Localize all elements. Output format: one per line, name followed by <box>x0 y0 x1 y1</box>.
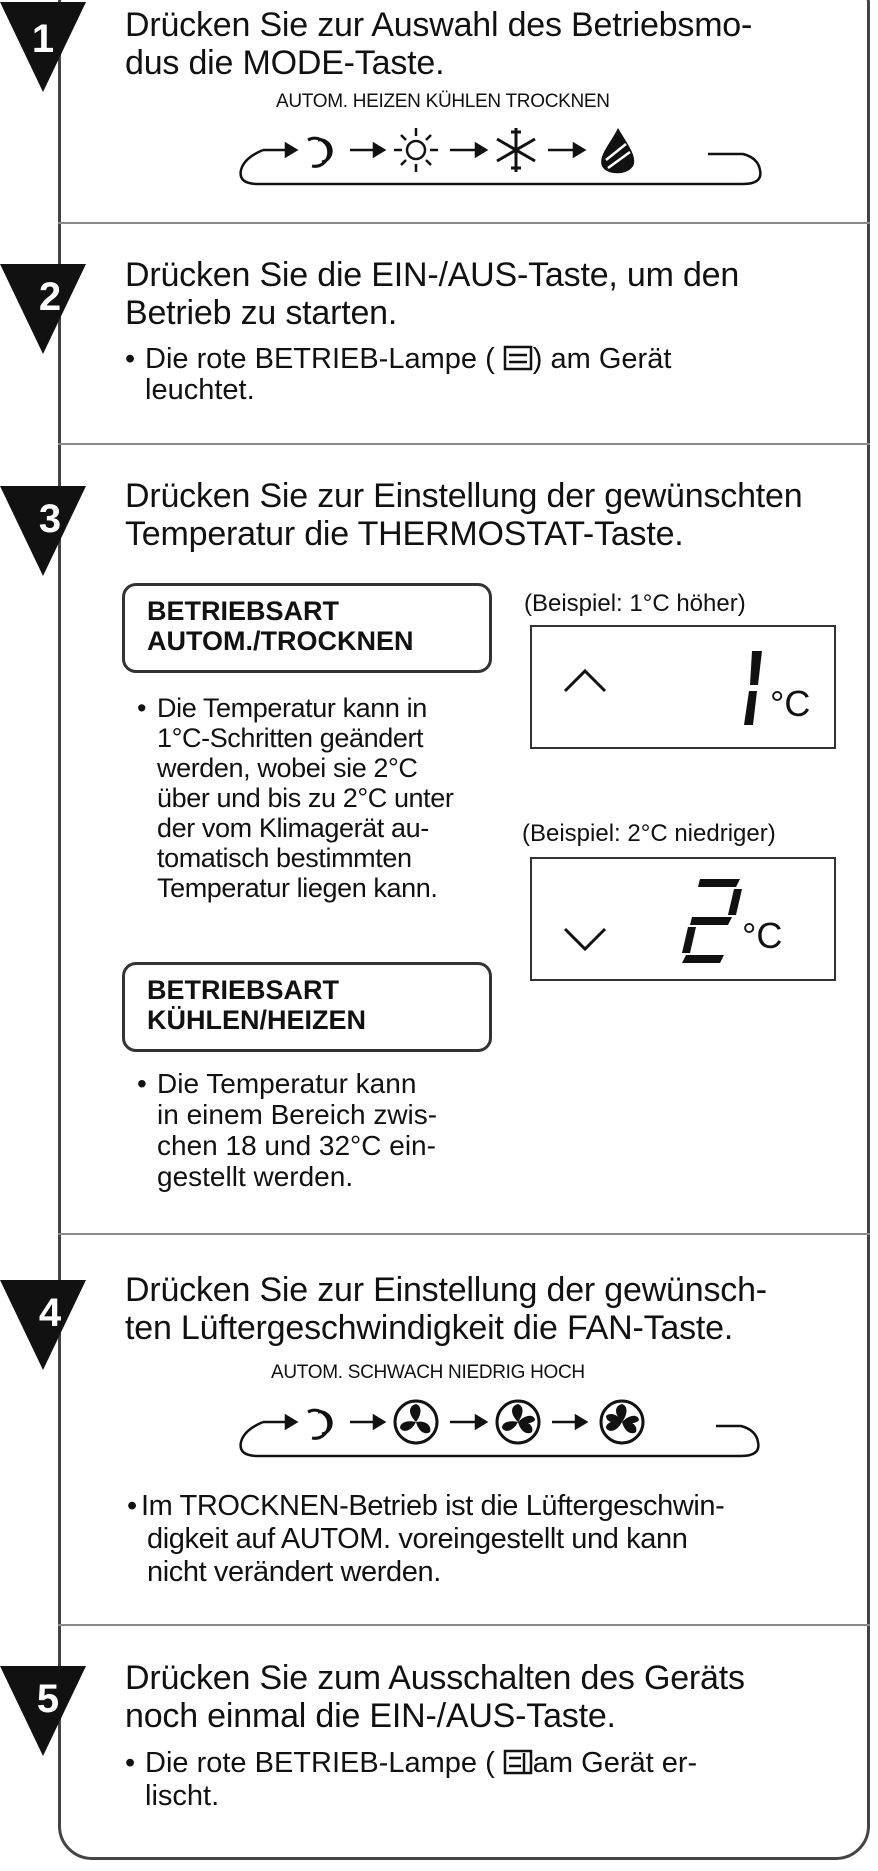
step-number: 1 <box>31 17 55 61</box>
bullet-text: ) am Gerät <box>532 343 672 375</box>
step-5-title <box>125 1659 745 1735</box>
step-2-title <box>125 256 739 332</box>
title-line: Drücken Sie zum Ausschalten des Geräts <box>125 1659 745 1697</box>
mode-box-cool-heat <box>122 962 492 1052</box>
unit-celsius: °C <box>742 915 783 956</box>
step-2-bullet: • Die rote BETRIEB-Lampe ( ) am Gerät leuchtet. <box>125 343 672 406</box>
title-line: Drücken Sie zur Einstellung der gewünsch- <box>125 1271 767 1309</box>
box-title-line: KÜHLEN/HEIZEN <box>147 1005 367 1035</box>
divider <box>58 222 870 224</box>
bullet-text: der vom Klimagerät au- <box>157 813 429 843</box>
example-2-label: (Beispiel: 2°C niedriger) <box>522 820 776 847</box>
bullet-text: werden, wobei sie 2°C <box>157 753 418 783</box>
step-number: 2 <box>38 275 62 319</box>
chevron-up-icon <box>562 665 608 695</box>
bullet-text: Temperatur liegen kann. <box>157 873 438 903</box>
mode-cycle <box>238 122 768 192</box>
bullet-text: nicht verändert werden. <box>147 1556 441 1588</box>
bullet-text: chen 18 und 32°C ein- <box>157 1130 436 1161</box>
mode-cycle-label: AUTOM. HEIZEN KÜHLEN TROCKNEN <box>276 91 610 112</box>
bullet-text: in einem Bereich zwis- <box>157 1099 438 1130</box>
title-line: Drücken Sie zur Auswahl des Betriebsmo- <box>125 6 753 44</box>
title-line: noch einmal die EIN-/AUS-Taste. <box>125 1697 616 1735</box>
bullet-text: am Gerät er- <box>532 1747 698 1779</box>
step-1-title <box>125 6 752 82</box>
example-1-label: (Beispiel: 1°C höher) <box>524 590 746 617</box>
seven-seg-digit <box>682 877 746 963</box>
box-title-line: BETRIEBSART <box>147 975 340 1005</box>
fan-cycle <box>236 1392 766 1464</box>
mode-box-auto-dry <box>122 583 492 673</box>
fan-low-icon <box>395 1401 437 1443</box>
bullet-text: digkeit auf AUTOM. voreingestellt und kann <box>147 1523 688 1555</box>
bullet-text: tomatisch bestimmten <box>157 843 412 873</box>
bullet-text: Die rote BETRIEB-Lampe ( <box>145 1747 495 1779</box>
fan-cycle-label: AUTOM. SCHWACH NIEDRIG HOCH <box>271 1362 585 1383</box>
bullet-text: Die Temperatur kann <box>157 1068 417 1099</box>
bullet-text: über und bis zu 2°C unter <box>157 783 454 813</box>
auto-icon <box>308 1410 331 1438</box>
sun-icon <box>394 128 438 172</box>
step-4-bullet: • Im TROCKNEN-Betrieb ist die Lüftergeschwin- digkeit auf AUTOM. voreingestellt und kann nicht verändert werden. <box>127 1490 725 1588</box>
step-3-marker <box>0 484 86 576</box>
step-number: 5 <box>36 1677 60 1721</box>
title-line: Betrieb zu starten. <box>125 294 398 332</box>
step-5-bullet: • Die rote BETRIEB-Lampe ( am Gerät er- lischt. <box>125 1747 698 1812</box>
bullet-text: gestellt werden. <box>157 1161 354 1192</box>
title-line: Temperatur die THERMOSTAT-Taste. <box>125 515 684 553</box>
temp-display-up <box>530 625 836 749</box>
seven-seg-digit <box>738 649 768 729</box>
title-line: Drücken Sie zur Einstellung der gewünschten <box>125 477 803 515</box>
step-5-marker <box>0 1664 86 1756</box>
step-3-title <box>125 477 802 553</box>
bullet-text: Die rote BETRIEB-Lampe ( <box>145 343 495 375</box>
drop-icon <box>601 128 634 173</box>
bullet-text: Die Temperatur kann in <box>157 693 427 723</box>
temp-display-down <box>530 857 836 981</box>
snowflake-icon <box>497 128 535 172</box>
step-number: 3 <box>38 497 62 541</box>
box2-text: • Die Temperatur kann in einem Bereich zwis- chen 18 und 32°C ein- gestellt werden. <box>137 1068 438 1192</box>
auto-icon <box>308 138 331 166</box>
step-1-marker <box>0 0 86 92</box>
bullet-text: leuchtet. <box>145 374 255 406</box>
box1-text: • Die Temperatur kann in 1°C-Schritten geändert werden, wobei sie 2°C über und bis zu 2°C unter der vom Klimagerät au- tomatisch bestimmten Temperatur liegen kann. <box>137 693 454 903</box>
divider <box>58 443 870 445</box>
title-line: Drücken Sie die EIN-/AUS-Taste, um den <box>125 256 740 294</box>
fan-high-icon <box>601 1401 643 1443</box>
step-number: 4 <box>38 1291 62 1335</box>
box-title-line: BETRIEBSART <box>147 596 340 626</box>
step-4-title <box>125 1271 767 1347</box>
operation-lamp-icon <box>503 345 533 371</box>
divider <box>58 1624 870 1626</box>
divider <box>58 1233 870 1235</box>
title-line: ten Lüftergeschwindigkeit die FAN-Taste. <box>125 1309 734 1347</box>
step-2-marker <box>0 262 86 354</box>
fan-medium-icon <box>497 1401 539 1443</box>
bullet-text: 1°C-Schritten geändert <box>157 723 424 753</box>
step-4-marker <box>0 1278 86 1370</box>
operation-lamp-icon <box>503 1749 533 1775</box>
unit-celsius: °C <box>770 683 811 724</box>
title-line: dus die MODE-Taste. <box>125 44 445 82</box>
box-title-line: AUTOM./TROCKNEN <box>147 626 414 656</box>
bullet-text: lischt. <box>145 1780 220 1812</box>
chevron-down-icon <box>562 925 608 955</box>
bullet-text: Im TROCKNEN-Betrieb ist die Lüftergeschwin- <box>141 1490 725 1522</box>
